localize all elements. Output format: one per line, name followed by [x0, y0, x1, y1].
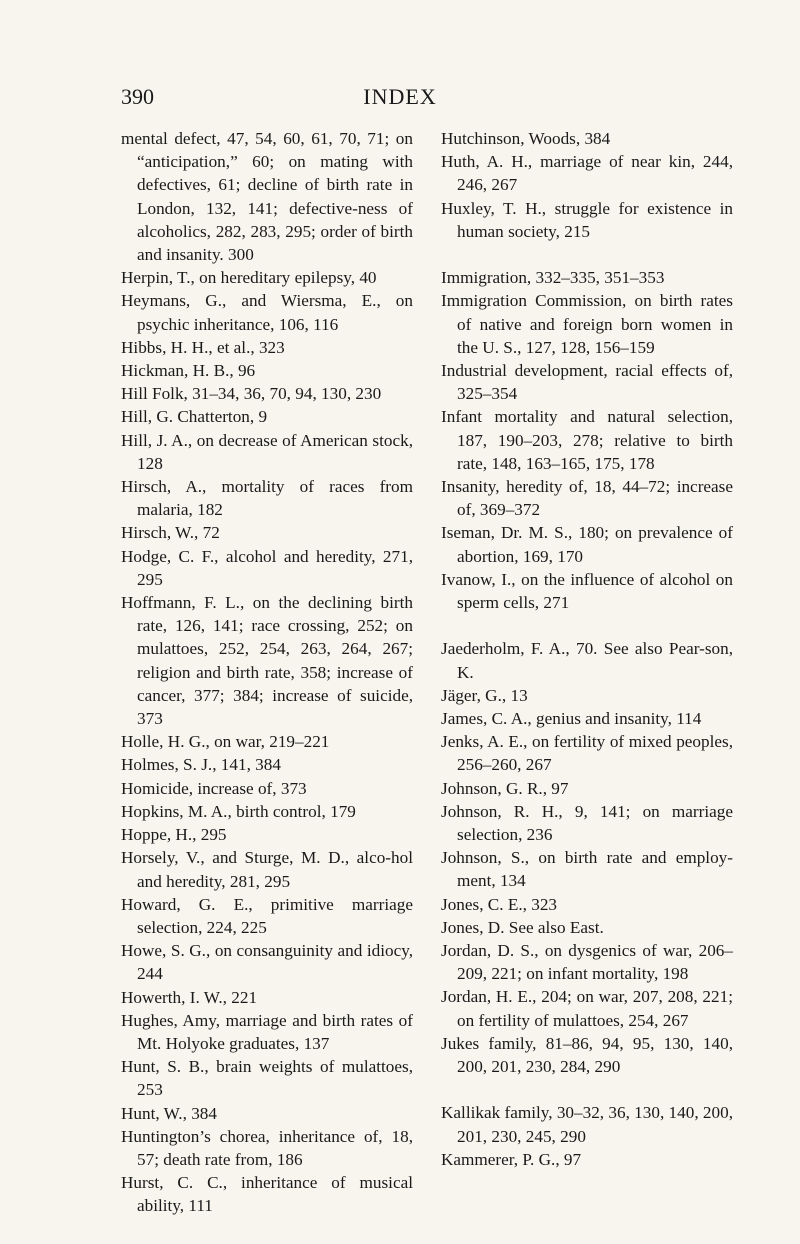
index-entry: Johnson, S., on birth rate and employ-ment, 134: [441, 848, 733, 891]
index-entry: Immigration Commission, on birth rates of native and foreign born women in the U. S., 127, 128, 156–159: [441, 291, 733, 357]
index-entry: Hutchinson, Woods, 384: [441, 129, 611, 148]
index-entry: Holle, H. G., on war, 219–221: [121, 732, 330, 752]
index-entry: Herpin, T., on hereditary epilepsy, 40: [121, 268, 377, 288]
index-entry: Heymans, G., and Wiersma, E., on psychic inheritance, 106, 116: [121, 291, 413, 334]
index-entry: Hoffmann, F. L., on the declining birth rate, 126, 141; race crossing, 252; on mulattoes, 252, 254, 263, 264, 267; religion and birth rate, 358; increase of cancer, 377; 384; increase of suicide, 373: [121, 593, 413, 729]
index-entry: Jordan, D. S., on dysgenics of war, 206–209, 221; on infant mortality, 198: [441, 941, 733, 984]
index-entry: Jukes family, 81–86, 94, 95, 130, 140, 200, 201, 230, 284, 290: [441, 1033, 733, 1077]
index-entry: Immigration, 332–335, 351–353: [441, 268, 665, 288]
index-entry: Iseman, Dr. M. S., 180; on prevalence of abortion, 169, 170: [441, 523, 733, 566]
index-entry: Huxley, T. H., struggle for existence in human society, 215: [441, 198, 733, 241]
index-entry: Holmes, S. J., 141, 384: [121, 755, 281, 775]
index-entry: Hopkins, M. A., birth control, 179: [121, 801, 356, 821]
index-entry: Jordan, H. E., 204; on war, 207, 208, 221; on fertility of mulattoes, 254, 267: [441, 987, 733, 1030]
index-entry: Hill Folk, 31–34, 36, 70, 94, 130, 230: [121, 384, 382, 404]
index-entry: Jones, C. E., 323: [441, 894, 558, 914]
index-entry: Infant mortality and natural selection, 187, 190–203, 278; relative to birth rate, 148, 163–165, 175, 178: [441, 407, 733, 473]
index-entry: Jenks, A. E., on fertility of mixed peoples, 256–260, 267: [441, 732, 733, 775]
index-entry: Kammerer, P. G., 97: [441, 1149, 582, 1169]
index-entry: Ivanow, I., on the influence of alcohol on sperm cells, 271: [441, 569, 733, 613]
index-entry: Jones, D. See also East.: [441, 917, 604, 937]
index-entry: Hirsch, W., 72: [121, 523, 220, 543]
index-entry: Hughes, Amy, marriage and birth rates of Mt. Holyoke graduates, 137: [121, 1010, 413, 1053]
index-entry: Howard, G. E., primitive marriage selection, 224, 225: [121, 894, 413, 937]
index-entry: Hunt, S. B., brain weights of mulattoes, 253: [121, 1057, 413, 1100]
index-entry: Huntington’s chorea, inheritance of, 18, 57; death rate from, 186: [121, 1126, 413, 1169]
index-entry: Hill, J. A., on decrease of American stock, 128: [121, 430, 413, 473]
index-entry: Hibbs, H. H., et al., 323: [121, 337, 285, 357]
index-entry: Hill, G. Chatterton, 9: [121, 407, 268, 427]
index-entry: James, C. A., genius and insanity, 114: [441, 709, 702, 729]
index-column-right: [441, 127, 733, 1171]
index-entry: Howe, S. G., on consanguinity and idiocy, 244: [121, 941, 413, 984]
page-number: 390: [121, 84, 154, 109]
index-entry: Hickman, H. B., 96: [121, 361, 256, 381]
index-entry: Hunt, W., 384: [121, 1103, 217, 1123]
index-entry: Hurst, C. C., inheritance of musical ability, 111: [121, 1173, 413, 1216]
page-title: INDEX: [363, 84, 437, 109]
index-entry: Johnson, G. R., 97: [441, 778, 569, 798]
index-entry: Howerth, I. W., 221: [121, 987, 258, 1007]
index-entry: Hoppe, H., 295: [121, 825, 227, 845]
index-column-left: [121, 127, 413, 1218]
index-entry: Horsely, V., and Sturge, M. D., alco-hol and heredity, 281, 295: [121, 848, 413, 891]
index-entry: Hodge, C. F., alcohol and heredity, 271, 295: [121, 546, 413, 589]
index-entry: Kallikak family, 30–32, 36, 130, 140, 200, 201, 230, 245, 290: [441, 1103, 733, 1146]
index-entry: Hirsch, A., mortality of races from malaria, 182: [121, 477, 413, 520]
index-entry: Huth, A. H., marriage of near kin, 244, 246, 267: [441, 152, 733, 195]
index-entry: Industrial development, racial effects of, 325–354: [441, 361, 733, 404]
index-entry: Homicide, increase of, 373: [121, 778, 307, 798]
index-entry: Insanity, heredity of, 18, 44–72; increase of, 369–372: [441, 477, 733, 520]
index-entry: Jaederholm, F. A., 70. See also Pear-son, K.: [441, 639, 733, 682]
index-entry: Jäger, G., 13: [441, 685, 528, 705]
index-entry: Johnson, R. H., 9, 141; on marriage selection, 236: [441, 801, 733, 845]
index-entry: mental defect, 47, 54, 60, 61, 70, 71; on “anticipation,” 60; on mating with defectives, 61; decline of birth rate in London, 132, 141; defective-ness of alcoholics, 282, 283, 295; order of birth and insanity. 300: [121, 129, 413, 265]
